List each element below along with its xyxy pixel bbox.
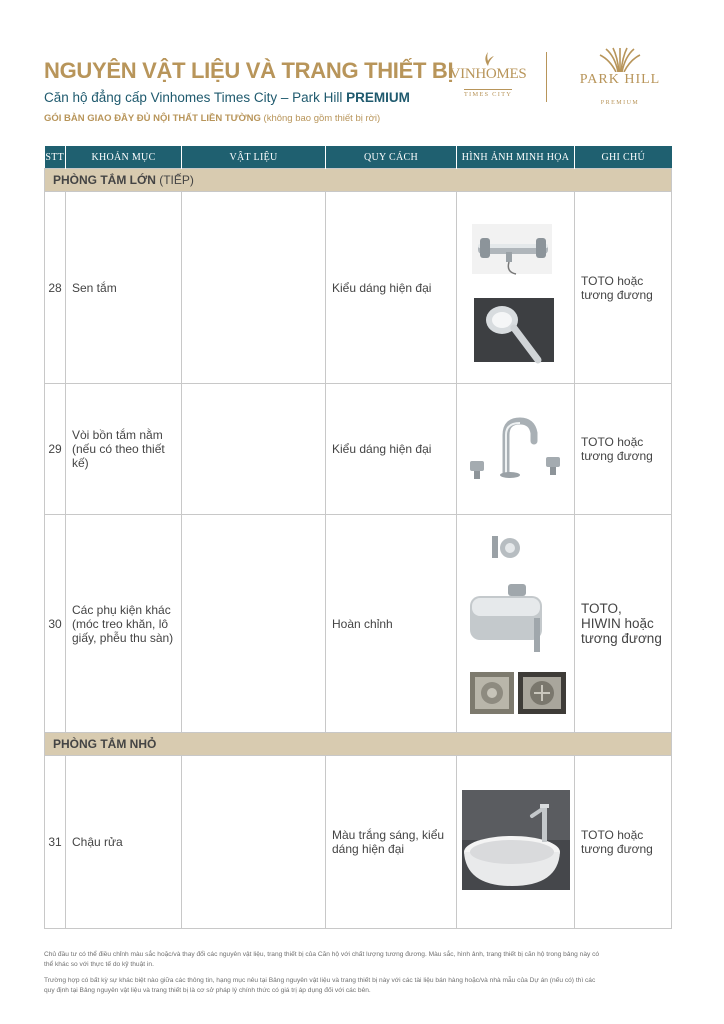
row-image [457,192,575,384]
materials-table [44,146,672,929]
row-spec: Kiểu dáng hiện đại [326,192,457,384]
page-title: NGUYÊN VẬT LIỆU VÀ TRANG THIẾT BỊ [44,58,454,83]
section-title: PHÒNG TẮM LỚN [53,173,160,187]
row-note: TOTO, HIWIN hoặc tương đương [575,515,672,733]
row-note: TOTO hoặc tương đương [575,756,672,929]
table-header-row [45,146,672,169]
table-row [45,756,672,929]
bathtub-faucet-image [458,403,574,493]
row-spec: Hoàn chỉnh [326,515,457,733]
row-material [182,384,326,515]
row-stt: 29 [45,384,66,515]
subtitle-text: Căn hộ đẳng cấp Vinhomes Times City – Park Hill [44,90,347,105]
section-small-bathroom: PHÒNG TẮM NHỎ [45,733,672,756]
parkhill-wordmark: PARK HILL [579,72,661,87]
row-stt: 30 [45,515,66,733]
row-image [457,384,575,515]
table-row [45,515,672,733]
package-note: (không bao gồm thiết bị rời) [263,113,381,124]
subtitle-premium: PREMIUM [346,90,410,105]
vinhomes-bird-icon [480,50,496,68]
parkhill-logo [560,46,680,108]
package-title: GÓI BÀN GIAO ĐẦY ĐỦ NỘI THẤT LIỀN TƯỜNG [44,113,264,124]
section-row [45,169,672,192]
row-material [182,192,326,384]
header-item: KHOẢN MỤC [66,146,182,169]
page-subtitle [44,90,410,105]
washbasin-image [458,786,574,896]
footer-note-1: Chủ đầu tư có thể điều chỉnh màu sắc hoặc/và thay đổi các nguyên vật liệu, trang thiết bị của Căn hộ với chất lượng tương đương. Màu sắc, hình ảnh, trang thiết bị căn hộ trong bảng này có thể khác so với thực tế do kỹ thuật in. [44,951,600,968]
header-spec: QUY CÁCH [326,146,457,169]
vinhomes-logo [440,48,536,104]
row-stt: 31 [45,756,66,929]
row-spec: Màu trắng sáng, kiểu dáng hiện đại [326,756,457,929]
header-image: HÌNH ẢNH MINH HỌA [457,146,575,169]
row-image [457,756,575,929]
package-line [44,113,380,124]
section-large-bathroom [45,169,672,192]
row-material [182,756,326,929]
header-material: VẬT LIỆU [182,146,326,169]
row-material [182,515,326,733]
row-note: TOTO hoặc tương đương [575,384,672,515]
footer-notes [44,950,604,1002]
table-row [45,192,672,384]
header-note: GHI CHÚ [575,146,672,169]
row-item: Chậu rửa [66,756,182,929]
footer-note-2: Trường hợp có bất kỳ sự khác biệt nào giữa các thông tin, hạng mục nêu tại Bảng nguyên vật liệu và trang thiết bị này với các tài liệu bán hàng hoặc/và nhà mẫu của Dự án (nếu có) thì các quy định tại Bảng nguyên vật liệu và trang thiết bị là cơ sở pháp lý chính thức có giá trị áp dụng đối với các bên. [44,977,596,994]
row-item: Các phụ kiện khác (móc treo khăn, lô giấy, phễu thu sàn) [66,515,182,733]
vinhomes-wordmark: VINHOMES [449,66,527,82]
parkhill-palm-icon [598,46,642,72]
parkhill-sub: PREMIUM [600,100,640,106]
row-image [457,515,575,733]
vinhomes-sub: TIMES CITY [463,91,513,98]
shower-image [458,206,574,366]
table-row [45,384,672,515]
logo-divider [546,52,547,102]
row-note: TOTO hoặc tương đương [575,192,672,384]
section-note: (TIẾP) [159,173,194,187]
row-stt: 28 [45,192,66,384]
section-row [45,733,672,756]
row-item: Vòi bồn tắm nằm (nếu có theo thiết kế) [66,384,182,515]
header-stt: STT [45,146,66,169]
accessories-image [458,522,574,722]
row-spec: Kiểu dáng hiện đại [326,384,457,515]
row-item: Sen tắm [66,192,182,384]
